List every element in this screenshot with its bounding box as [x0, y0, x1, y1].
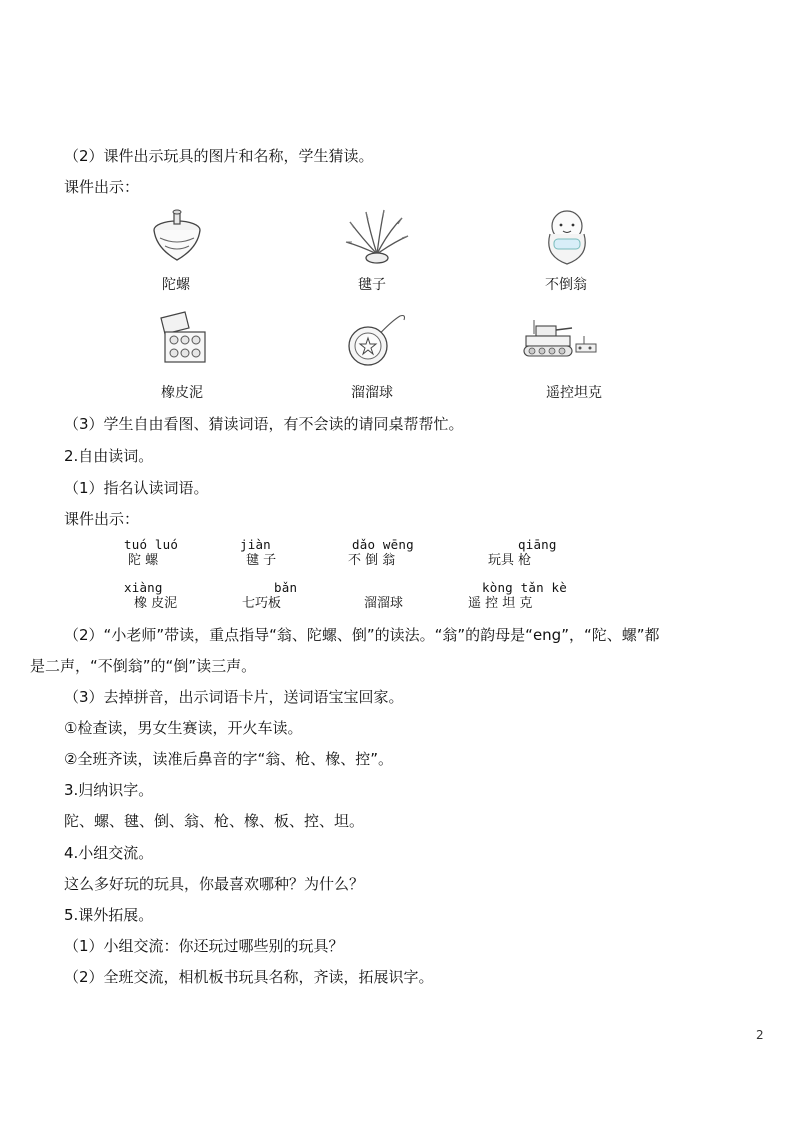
pinyin: kòng tǎn kè: [482, 580, 567, 595]
word: 玩具 枪: [488, 553, 532, 568]
toy-name: 溜溜球: [351, 385, 393, 401]
toy-name: 橡皮泥: [161, 385, 203, 401]
text-line: （1）指名认读词语。: [64, 479, 209, 497]
text-line: （2）课件出示玩具的图片和名称，学生猜读。: [64, 147, 374, 165]
text-line: ①检查读，男女生赛读，开火车读。: [64, 719, 303, 737]
word: 不 倒 翁: [348, 553, 396, 568]
text-line: 2.自由读词。: [64, 447, 154, 465]
toy-name: 不倒翁: [545, 277, 587, 293]
toy-name: 陀螺: [162, 277, 190, 293]
toy-name: 遥控坦克: [546, 385, 602, 401]
pinyin: tuó luó: [124, 537, 179, 552]
word: 陀 螺: [128, 553, 159, 568]
word: 溜溜球: [364, 596, 404, 611]
text-line: 5.课外拓展。: [64, 906, 154, 924]
text-line: （2）全班交流，相机板书玩具名称，齐读，拓展识字。: [64, 968, 434, 986]
pinyin: bǎn: [274, 580, 298, 595]
toy-name: 毽子: [358, 277, 386, 293]
spinning-top-icon: [150, 208, 205, 268]
text-line: （3）学生自由看图、猜读词语，有不会读的请同桌帮帮忙。: [64, 415, 464, 433]
word: 七巧板: [242, 596, 282, 611]
text-line: 4.小组交流。: [64, 844, 154, 862]
word: 遥 控 坦 克: [468, 596, 533, 611]
text-line: 是二声，“不倒翁”的“倒”读三声。: [30, 657, 257, 675]
text-line: ②全班齐读，读准后鼻音的字“翁、枪、橡、控”。: [64, 750, 393, 768]
text-line: 这么多好玩的玩具，你最喜欢哪种？为什么？: [64, 875, 365, 893]
word: 橡 皮泥: [134, 596, 178, 611]
text-line: （1）小组交流：你还玩过哪些别的玩具？: [64, 937, 344, 955]
text-line: 课件出示：: [64, 178, 140, 196]
tumbler-doll-icon: [542, 206, 592, 268]
yoyo-icon: [340, 312, 410, 370]
shuttlecock-icon: [342, 208, 412, 268]
text-line: 课件出示：: [64, 510, 140, 528]
text-line: 陀、螺、毽、倒、翁、枪、橡、板、控、坦。: [64, 812, 365, 830]
rc-tank-icon: [522, 314, 602, 362]
text-line: （3）去掉拼音，出示词语卡片，送词语宝宝回家。: [64, 688, 404, 706]
pinyin: xiàng: [124, 580, 163, 595]
pinyin: dǎo wēng: [352, 537, 414, 552]
pinyin: jiàn: [240, 537, 271, 552]
plasticine-box-icon: [155, 310, 210, 365]
text-line: 3.归纳识字。: [64, 781, 154, 799]
pinyin: qiāng: [518, 537, 557, 552]
text-line: （2）“小老师”带读，重点指导“翁、陀螺、倒”的读法。“翁”的韵母是“eng”，“陀、螺”都: [64, 626, 660, 644]
word: 毽 子: [246, 553, 277, 568]
page-number: 2: [756, 1028, 764, 1042]
